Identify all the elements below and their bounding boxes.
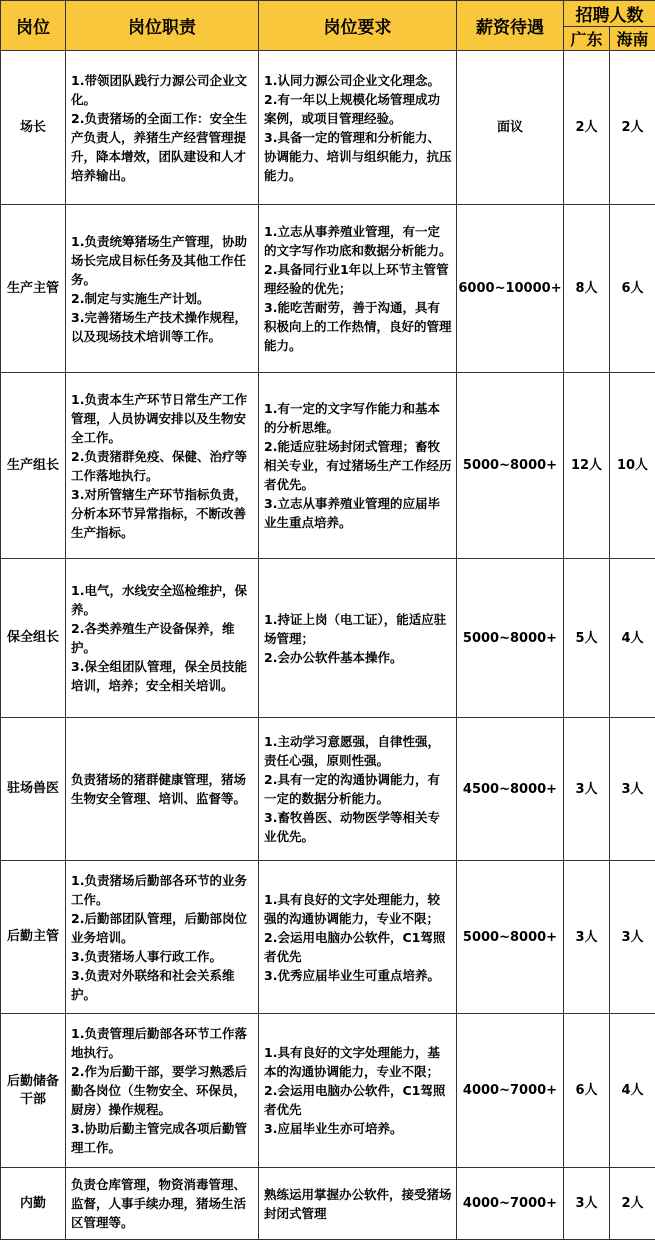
requirements-cell-line: 3.能吃苦耐劳，善于沟通，具有积极向上的工作热情，良好的管理能力。 bbox=[264, 298, 452, 355]
hainan-count-cell: 2人 bbox=[610, 51, 655, 205]
guangdong-count-cell: 6人 bbox=[564, 1014, 610, 1168]
header-position: 岗位 bbox=[1, 1, 66, 51]
requirements-cell bbox=[259, 205, 457, 373]
duties-cell bbox=[66, 718, 259, 861]
requirements-cell bbox=[259, 1014, 457, 1168]
duties-cell-line: 2.制定与实施生产计划。 bbox=[71, 289, 254, 308]
requirements-cell-line: 1.立志从事养殖业管理，有一定的文字写作功底和数据分析能力。 bbox=[264, 222, 452, 260]
duties-cell-line: 1.负责统筹猪场生产管理，协助场长完成目标任务及其他工作任务。 bbox=[71, 232, 254, 289]
duties-cell-line: 2.各类养殖生产设备保养，维护。 bbox=[71, 619, 254, 657]
header-duties: 岗位职责 bbox=[66, 1, 259, 51]
guangdong-count-cell: 3人 bbox=[564, 718, 610, 861]
requirements-cell-line: 1.认同力源公司企业文化理念。 bbox=[264, 71, 452, 90]
requirements-cell-line: 3.应届毕业生亦可培养。 bbox=[264, 1119, 452, 1138]
duties-cell bbox=[66, 205, 259, 373]
table-row bbox=[1, 51, 655, 205]
header-guangdong: 广东 bbox=[564, 27, 610, 51]
duties-cell-line: 负责猪场的猪群健康管理，猪场生物安全管理、培训、监督等。 bbox=[71, 770, 254, 808]
position-cell: 后勤主管 bbox=[1, 861, 66, 1014]
guangdong-count-cell: 5人 bbox=[564, 559, 610, 718]
requirements-cell bbox=[259, 718, 457, 861]
duties-cell bbox=[66, 861, 259, 1014]
table-row bbox=[1, 373, 655, 559]
table-row bbox=[1, 861, 655, 1014]
requirements-cell-line: 2.会运用电脑办公软件，C1驾照者优先 bbox=[264, 1081, 452, 1119]
duties-cell bbox=[66, 559, 259, 718]
requirements-cell-line: 1.有一定的文字写作能力和基本的分析思维。 bbox=[264, 399, 452, 437]
salary-cell: 4500~8000+ bbox=[457, 718, 564, 861]
duties-cell-line: 3.对所管辖生产环节指标负责，分析本环节异常指标，不断改善生产指标。 bbox=[71, 485, 254, 542]
requirements-cell bbox=[259, 861, 457, 1014]
requirements-cell-line: 3.优秀应届毕业生可重点培养。 bbox=[264, 966, 452, 985]
guangdong-count-cell: 2人 bbox=[564, 51, 610, 205]
header-salary: 薪资待遇 bbox=[457, 1, 564, 51]
position-cell: 驻场兽医 bbox=[1, 718, 66, 861]
duties-cell-line: 2.负责猪群免疫、保健、治疗等工作落地执行。 bbox=[71, 447, 254, 485]
duties-cell-line: 2.作为后勤干部，要学习熟悉后勤各岗位（生物安全、环保员，厨房）操作规程。 bbox=[71, 1062, 254, 1119]
duties-cell-line: 3.负责对外联络和社会关系维护。 bbox=[71, 966, 254, 1004]
duties-cell-line: 3.保全组团队管理，保全员技能培训，培养；安全相关培训。 bbox=[71, 657, 254, 695]
position-cell: 生产组长 bbox=[1, 373, 66, 559]
requirements-cell-line: 1.具有良好的文字处理能力，基本的沟通协调能力，专业不限； bbox=[264, 1043, 452, 1081]
header-headcount: 招聘人数 bbox=[564, 1, 655, 27]
requirements-cell-line: 2.具有一定的沟通协调能力，有一定的数据分析能力。 bbox=[264, 770, 452, 808]
guangdong-count-cell: 3人 bbox=[564, 1168, 610, 1240]
guangdong-count-cell: 3人 bbox=[564, 861, 610, 1014]
requirements-cell bbox=[259, 373, 457, 559]
table-row bbox=[1, 1014, 655, 1168]
position-cell: 场长 bbox=[1, 51, 66, 205]
requirements-cell-line: 2.会运用电脑办公软件，C1驾照者优先 bbox=[264, 928, 452, 966]
salary-cell: 4000~7000+ bbox=[457, 1014, 564, 1168]
position-cell: 后勤储备干部 bbox=[1, 1014, 66, 1168]
requirements-cell-line: 1.持证上岗（电工证），能适应驻场管理； bbox=[264, 610, 452, 648]
hainan-count-cell: 3人 bbox=[610, 718, 655, 861]
duties-cell-line: 1.负责本生产环节日常生产工作管理，人员协调安排以及生物安全工作。 bbox=[71, 390, 254, 447]
requirements-cell-line: 2.有一年以上规模化场管理成功案例，或项目管理经验。 bbox=[264, 90, 452, 128]
hainan-count-cell: 4人 bbox=[610, 559, 655, 718]
duties-cell-line: 1.电气，水线安全巡检维护，保养。 bbox=[71, 581, 254, 619]
duties-cell-line: 1.负责猪场后勤部各环节的业务工作。 bbox=[71, 871, 254, 909]
duties-cell bbox=[66, 373, 259, 559]
duties-cell-line: 3.完善猪场生产技术操作规程，以及现场技术培训等工作。 bbox=[71, 308, 254, 346]
requirements-cell-line: 1.具有良好的文字处理能力，较强的沟通协调能力，专业不限； bbox=[264, 890, 452, 928]
requirements-cell-line: 3.具备一定的管理和分析能力、协调能力、培训与组织能力，抗压能力。 bbox=[264, 128, 452, 185]
duties-cell-line: 1.带领团队践行力源公司企业文化。 bbox=[71, 71, 254, 109]
hainan-count-cell: 10人 bbox=[610, 373, 655, 559]
duties-cell bbox=[66, 1168, 259, 1240]
table-row bbox=[1, 559, 655, 718]
requirements-cell-line: 3.畜牧兽医、动物医学等相关专业优先。 bbox=[264, 808, 452, 846]
duties-cell-line: 3.负责猪场人事行政工作。 bbox=[71, 947, 254, 966]
duties-cell-line: 2.后勤部团队管理，后勤部岗位业务培训。 bbox=[71, 909, 254, 947]
table-row bbox=[1, 205, 655, 373]
requirements-cell-line: 2.能适应驻场封闭式管理；畜牧相关专业，有过猪场生产工作经历者优先。 bbox=[264, 437, 452, 494]
hainan-count-cell: 4人 bbox=[610, 1014, 655, 1168]
duties-cell-line: 2.负责猪场的全面工作：安全生产负责人，养猪生产经营管理提升，降本增效，团队建设和人才培养输出。 bbox=[71, 109, 254, 185]
requirements-cell bbox=[259, 559, 457, 718]
header-hainan: 海南 bbox=[610, 27, 655, 51]
requirements-cell-line: 2.具备同行业1年以上环节主管管理经验的优先； bbox=[264, 260, 452, 298]
hainan-count-cell: 3人 bbox=[610, 861, 655, 1014]
position-cell: 内勤 bbox=[1, 1168, 66, 1240]
requirements-cell-line: 2.会办公软件基本操作。 bbox=[264, 648, 452, 667]
duties-cell bbox=[66, 51, 259, 205]
salary-cell: 5000~8000+ bbox=[457, 559, 564, 718]
hainan-count-cell: 6人 bbox=[610, 205, 655, 373]
duties-cell-line: 3.协助后勤主管完成各项后勤管理工作。 bbox=[71, 1119, 254, 1157]
duties-cell-line: 负责仓库管理，物资消毒管理、监督，人事手续办理，猪场生活区管理等。 bbox=[71, 1175, 254, 1232]
requirements-cell-line: 3.立志从事养殖业管理的应届毕业生重点培养。 bbox=[264, 494, 452, 532]
salary-cell: 6000~10000+ bbox=[457, 205, 564, 373]
salary-cell: 面议 bbox=[457, 51, 564, 205]
requirements-cell bbox=[259, 51, 457, 205]
guangdong-count-cell: 12人 bbox=[564, 373, 610, 559]
salary-cell: 5000~8000+ bbox=[457, 861, 564, 1014]
position-cell: 生产主管 bbox=[1, 205, 66, 373]
requirements-cell bbox=[259, 1168, 457, 1240]
requirements-cell-line: 熟练运用掌握办公软件，接受猪场封闭式管理 bbox=[264, 1185, 452, 1223]
duties-cell bbox=[66, 1014, 259, 1168]
table-row bbox=[1, 718, 655, 861]
duties-cell-line: 1.负责管理后勤部各环节工作落地执行。 bbox=[71, 1024, 254, 1062]
salary-cell: 5000~8000+ bbox=[457, 373, 564, 559]
guangdong-count-cell: 8人 bbox=[564, 205, 610, 373]
header-requirements: 岗位要求 bbox=[259, 1, 457, 51]
position-cell: 保全组长 bbox=[1, 559, 66, 718]
hainan-count-cell: 2人 bbox=[610, 1168, 655, 1240]
table-row bbox=[1, 1168, 655, 1240]
salary-cell: 4000~7000+ bbox=[457, 1168, 564, 1240]
requirements-cell-line: 1.主动学习意愿强，自律性强，责任心强，原则性强。 bbox=[264, 732, 452, 770]
